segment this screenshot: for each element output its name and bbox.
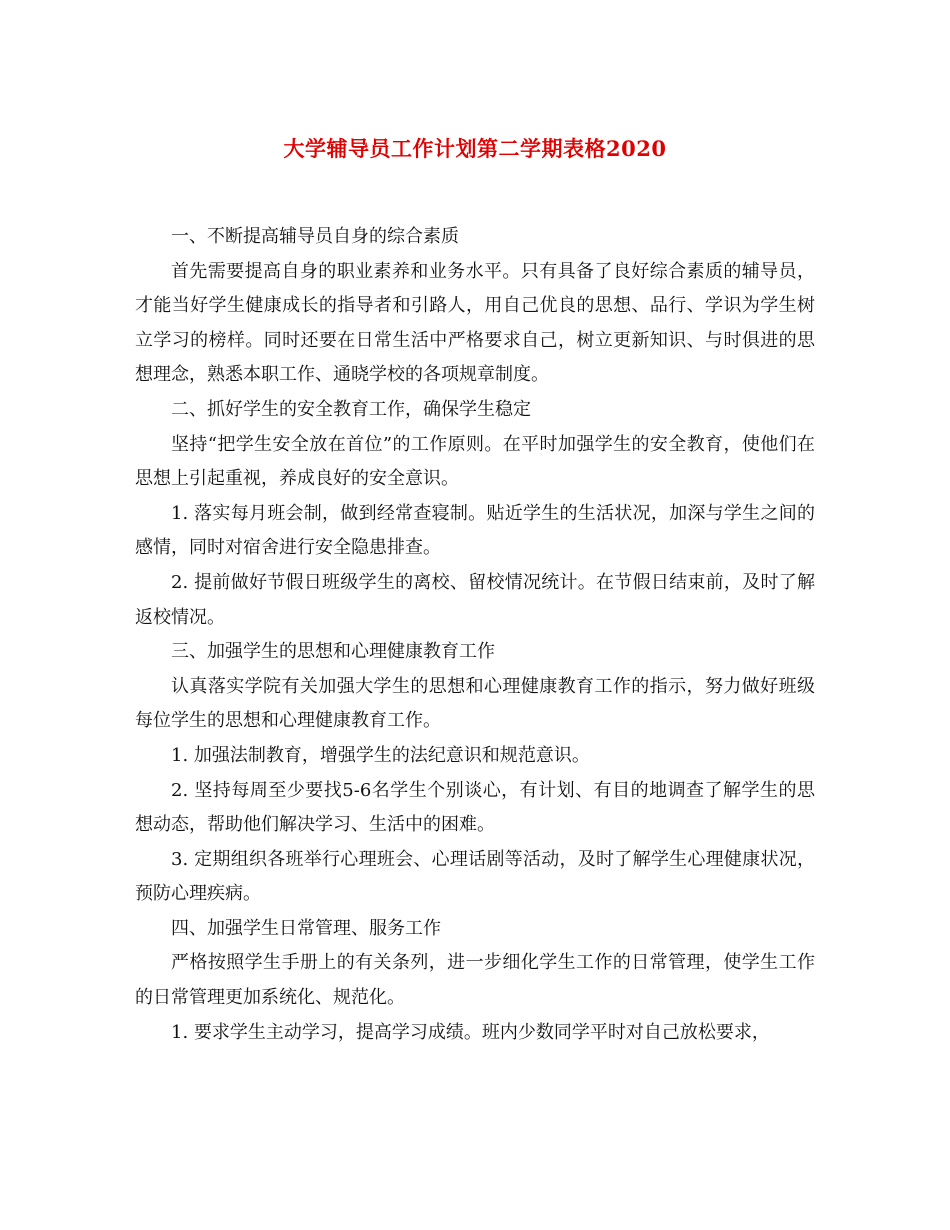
section-heading-1: 一、不断提高辅导员自身的综合素质 [171,226,459,247]
paragraph: 严格按照学生手册上的有关条列，进一步细化学生工作的日常管理，使学生工作的日常管理更加系统化、规范化。 [135,952,815,1009]
paragraph: 首先需要提高自身的职业素养和业务水平。只有具备了良好综合素质的辅导员，才能当好学生健康成长的指导者和引路人，用自己优良的思想、品行、学识为学生树立学习的榜样。同时还要在日常生活中严格要求自己，树立更新知识、与时俱进的思想理念，熟悉本职工作、通晓学校的各项规章制度。 [135,260,815,386]
paragraph: 坚持“把学生安全放在首位”的工作原则。在平时加强学生的安全教育，使他们在思想上引起重视，养成良好的安全意识。 [135,433,815,490]
section-heading-2: 二、抓好学生的安全教育工作，确保学生稳定 [171,398,531,420]
list-item: 1. 落实每月班会制，做到经常查寝制。贴近学生的生活状况，加深与学生之间的感情，同时对宿舍进行安全隐患排查。 [135,502,815,559]
section-heading-4: 四、加强学生日常管理、服务工作 [171,917,441,939]
section-heading-3: 三、加强学生的思想和心理健康教育工作 [171,641,495,663]
list-item: 1. 加强法制教育，增强学生的法纪意识和规范意识。 [171,744,590,766]
document-title: 大学辅导员工作计划第二学期表格2020 [283,136,667,161]
list-item: 3. 定期组织各班举行心理班会、心理话剧等活动，及时了解学生心理健康状况，预防心理疾病。 [135,848,815,905]
document-body [135,220,815,1050]
list-item: 2. 坚持每周至少要找5-6名学生个别谈心，有计划、有目的地调查了解学生的思想动态，帮助他们解决学习、生活中的困难。 [135,779,815,836]
list-item: 1. 要求学生主动学习，提高学习成绩。班内少数同学平时对自己放松要求， [171,1021,770,1043]
paragraph: 认真落实学院有关加强大学生的思想和心理健康教育工作的指示，努力做好班级每位学生的思想和心理健康教育工作。 [135,675,815,732]
list-item: 2. 提前做好节假日班级学生的离校、留校情况统计。在节假日结束前，及时了解返校情况。 [135,571,815,628]
